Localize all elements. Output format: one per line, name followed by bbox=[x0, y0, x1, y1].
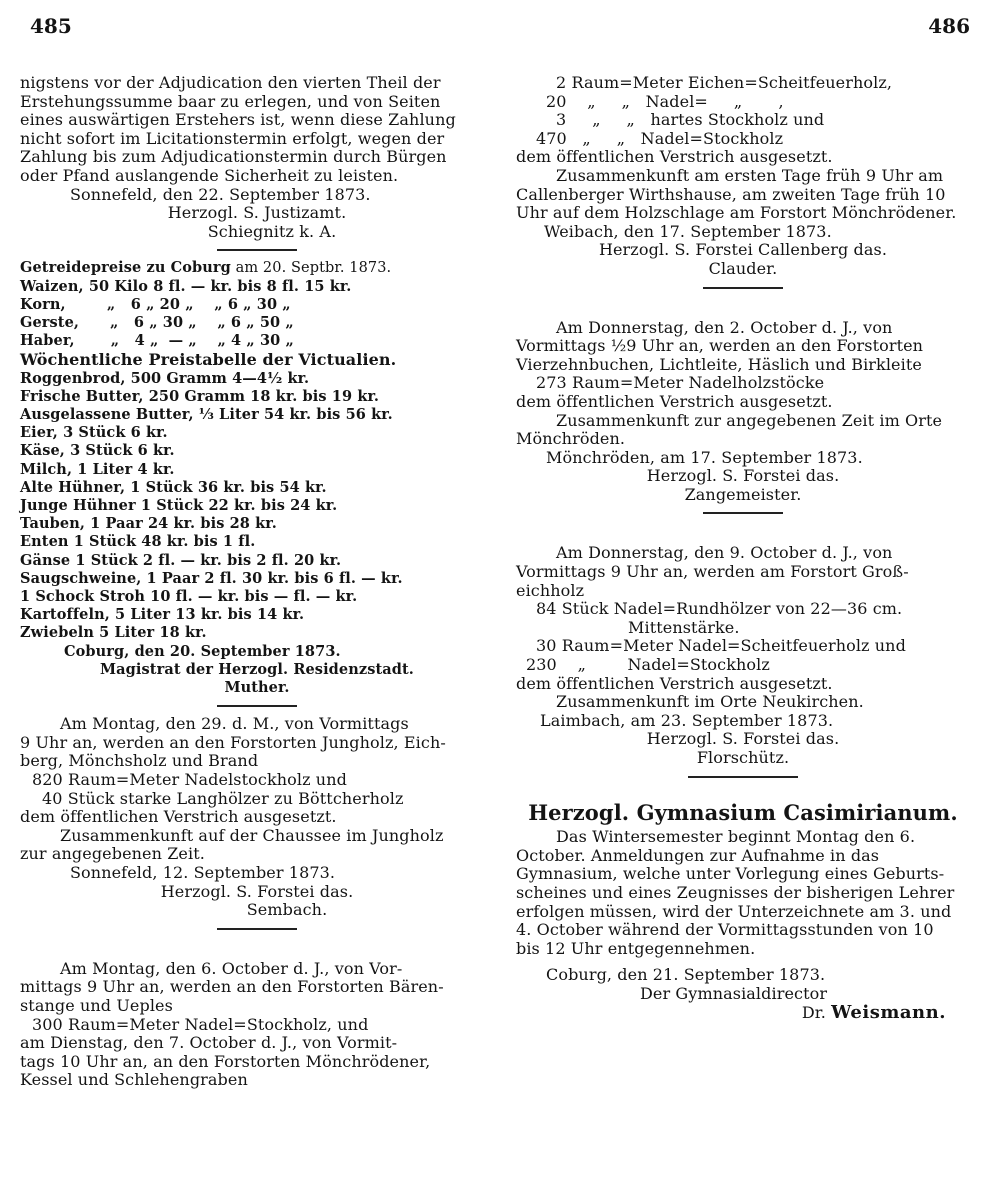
text-line: Das Wintersemester beginnt Montag den 6. bbox=[556, 827, 916, 847]
text-line: Zahlung bis zum Adjudicationstermin durch Bürgen bbox=[20, 147, 447, 167]
text-line: Vormittags ½9 Uhr an, werden an den Forstorten bbox=[516, 336, 924, 356]
victual-row: Roggenbrod, 500 Gramm 4—4½ kr. bbox=[20, 369, 310, 387]
place-date: Sonnefeld, den 22. September 1873. bbox=[70, 184, 371, 204]
text-line: am Dienstag, den 7. October d. J., von Vormit- bbox=[20, 1033, 398, 1053]
continued-notice-right bbox=[516, 148, 970, 222]
victual-row: Zwiebeln 5 Liter 18 kr. bbox=[20, 624, 207, 642]
grain-prices-title: Getreidepreise zu Coburg bbox=[20, 259, 231, 277]
text-line: oder Pfand auslangende Sicherheit zu leisten. bbox=[20, 165, 399, 185]
text-line: Callenberger Wirthshause, am zweiten Tage früh 10 bbox=[516, 184, 946, 204]
divider bbox=[703, 287, 783, 289]
text-line: dem öffentlichen Verstrich ausgesetzt. bbox=[516, 673, 833, 693]
left-column bbox=[20, 74, 494, 1090]
item-line: 30 Raum=Meter Nadel=Scheitfeuerholz und bbox=[536, 636, 906, 656]
text-line: mittags 9 Uhr an, werden an den Forstorten Bären- bbox=[20, 977, 444, 997]
victual-row: Alte Hühner, 1 Stück 36 kr. bis 54 kr. bbox=[20, 478, 327, 496]
gymnasium-heading: Herzogl. Gymnasium Casimirianum. bbox=[528, 799, 958, 825]
text-line: Erstehungssumme baar zu erlegen, und von Seiten bbox=[20, 91, 441, 111]
item-line: 40 Stück starke Langhölzer zu Böttcherholz bbox=[42, 788, 404, 808]
text-line: Uhr auf dem Holzschlage am Forstort Mönchrödener. bbox=[516, 203, 957, 223]
divider bbox=[217, 928, 297, 930]
item-line: 2 Raum=Meter Eichen=Scheitfeuerholz, bbox=[556, 73, 893, 92]
text-line: nicht sofort im Licitationstermin erfolgt, wegen der bbox=[20, 128, 445, 148]
signature: Sembach. bbox=[246, 900, 328, 920]
price-row: Korn, „ 6 „ 20 „ „ 6 „ 30 „ bbox=[20, 295, 291, 313]
text-line: Zusammenkunft auf der Chaussee im Jungholz bbox=[60, 825, 444, 845]
text-line: scheines und eines Zeugnisses der bisherigen Lehrer bbox=[516, 882, 955, 902]
text-line: Vierzehnbuchen, Lichtleite, Häslich und Birkleite bbox=[516, 354, 922, 374]
signature: Clauder. bbox=[708, 258, 778, 278]
divider bbox=[703, 512, 783, 514]
text-line: Am Montag, den 6. October d. J., von Vor- bbox=[60, 958, 403, 978]
item-line: 470 „ „ Nadel=Stockholz bbox=[536, 128, 784, 148]
victual-row: Ausgelassene Butter, ⅓ Liter 54 kr. bis 56 kr. bbox=[20, 405, 393, 423]
signature: Zangemeister. bbox=[684, 484, 802, 504]
issuing-office: Magistrat der Herzogl. Residenzstadt. bbox=[100, 660, 414, 678]
text-line: eines auswärtigen Erstehers ist, wenn diese Zahlung bbox=[20, 110, 456, 130]
place-date: Sonnefeld, 12. September 1873. bbox=[70, 862, 336, 882]
text-line: Gymnasium, welche unter Vorlegung eines Geburts- bbox=[516, 864, 945, 884]
continued-notice bbox=[20, 74, 494, 186]
place-date: Weibach, den 17. September 1873. bbox=[544, 221, 832, 241]
text-line: Am Donnerstag, den 9. October d. J., von bbox=[556, 543, 893, 563]
grain-prices bbox=[20, 259, 494, 697]
item-line: 300 Raum=Meter Nadel=Stockholz, und bbox=[32, 1014, 369, 1034]
forestry-notice-sonnefeld bbox=[20, 715, 494, 864]
price-row: Waizen, 50 Kilo 8 fl. — kr. bis 8 fl. 15 kr. bbox=[20, 277, 352, 295]
place-date: Mönchröden, am 17. September 1873. bbox=[546, 447, 863, 467]
issuing-office: Herzogl. S. Forstei das. bbox=[646, 466, 840, 486]
place-date: Coburg, den 21. September 1873. bbox=[546, 965, 826, 985]
item-line: 20 „ „ Nadel= „ , bbox=[546, 91, 784, 111]
text-line: October. Anmeldungen zur Aufnahme in das bbox=[516, 845, 880, 865]
place-date: Coburg, den 20. September 1873. bbox=[64, 642, 341, 660]
forestry-notice-baerenstange bbox=[20, 960, 494, 1090]
issuing-office: Herzogl. S. Justizamt. bbox=[167, 203, 347, 223]
text-line: tags 10 Uhr an, an den Forstorten Mönchrödener, bbox=[20, 1051, 431, 1071]
issuing-office: Herzogl. S. Forstei das. bbox=[160, 881, 354, 901]
text-line: 9 Uhr an, werden an den Forstorten Jungholz, Eich- bbox=[20, 732, 446, 752]
signature: Florschütz. bbox=[696, 748, 790, 767]
text-line: dem öffentlichen Verstrich ausgesetzt. bbox=[516, 391, 833, 411]
victual-row: Tauben, 1 Paar 24 kr. bis 28 kr. bbox=[20, 515, 277, 533]
place-date: Laimbach, am 23. September 1873. bbox=[540, 710, 834, 730]
divider bbox=[217, 249, 297, 251]
text-line: eichholz bbox=[516, 580, 585, 600]
victual-row: Enten 1 Stück 48 kr. bis 1 fl. bbox=[20, 533, 256, 551]
grain-prices-date: am 20. Septbr. 1873. bbox=[235, 260, 392, 277]
page-number-right: 486 bbox=[928, 14, 970, 38]
divider bbox=[688, 776, 798, 778]
text-line: nigstens vor der Adjudication den vierten Theil der bbox=[20, 73, 441, 92]
victual-row: Frische Butter, 250 Gramm 18 kr. bis 19 kr. bbox=[20, 387, 380, 405]
text-line: Mönchröden. bbox=[516, 429, 626, 449]
signature-prefix: Dr. bbox=[801, 1002, 826, 1022]
issuing-office: Herzogl. S. Forstei Callenberg das. bbox=[598, 240, 888, 260]
item-line: Mittenstärke. bbox=[628, 617, 740, 637]
item-line: 3 „ „ hartes Stockholz und bbox=[556, 110, 825, 130]
text-line: Am Montag, den 29. d. M., von Vormittags bbox=[60, 714, 409, 734]
text-line: Am Donnerstag, den 2. October d. J., von bbox=[556, 317, 893, 337]
page-number-left: 485 bbox=[30, 14, 72, 38]
right-column bbox=[516, 74, 970, 1022]
forestry-notice-grosseichholz bbox=[516, 544, 970, 711]
text-line: 4. October während der Vormittagsstunden von 10 bbox=[516, 920, 934, 940]
text-line: Zusammenkunft im Orte Neukirchen. bbox=[556, 692, 864, 712]
signature: Muther. bbox=[224, 679, 290, 697]
signature: Schiegnitz k. A. bbox=[207, 221, 337, 241]
victual-row: Milch, 1 Liter 4 kr. bbox=[20, 460, 175, 478]
signature bbox=[516, 1001, 970, 1023]
price-row: Haber, „ 4 „ — „ „ 4 „ 30 „ bbox=[20, 332, 294, 350]
text-line: erfolgen müssen, wird der Unterzeichnete am 3. und bbox=[516, 901, 952, 921]
item-line: 84 Stück Nadel=Rundhölzer von 22—36 cm. bbox=[536, 599, 903, 619]
text-line: dem öffentlichen Verstrich ausgesetzt. bbox=[20, 807, 337, 827]
text-line: zur angegebenen Zeit. bbox=[20, 844, 205, 864]
victual-row: Gänse 1 Stück 2 fl. — kr. bis 2 fl. 20 kr. bbox=[20, 551, 342, 569]
text-line: Zusammenkunft am ersten Tage früh 9 Uhr am bbox=[556, 165, 944, 185]
text-line: Zusammenkunft zur angegebenen Zeit im Orte bbox=[556, 410, 943, 430]
item-line: 820 Raum=Meter Nadelstockholz und bbox=[32, 770, 347, 789]
divider bbox=[217, 705, 297, 707]
price-row: Gerste, „ 6 „ 30 „ „ 6 „ 50 „ bbox=[20, 313, 294, 331]
item-line: 230 „ Nadel=Stockholz bbox=[526, 655, 770, 675]
issuing-office: Der Gymnasialdirector bbox=[640, 983, 828, 1003]
victual-row: Saugschweine, 1 Paar 2 fl. 30 kr. bis 6 fl. — kr. bbox=[20, 569, 403, 587]
text-line: bis 12 Uhr entgegennehmen. bbox=[516, 938, 756, 958]
victual-row: Eier, 3 Stück 6 kr. bbox=[20, 424, 168, 442]
forestry-notice-vierzehnbuchen bbox=[516, 319, 970, 449]
signature-name: Weismann. bbox=[831, 1001, 946, 1023]
continued-items bbox=[516, 74, 970, 148]
gymnasium-notice bbox=[516, 828, 970, 958]
text-line: Vormittags 9 Uhr an, werden am Forstort Groß- bbox=[516, 562, 909, 582]
item-line: 273 Raum=Meter Nadelholzstöcke bbox=[536, 373, 825, 393]
victual-row: Junge Hühner 1 Stück 22 kr. bis 24 kr. bbox=[20, 496, 338, 514]
victual-row: Kartoffeln, 5 Liter 13 kr. bis 14 kr. bbox=[20, 606, 305, 624]
victual-row: 1 Schock Stroh 10 fl. — kr. bis — fl. — kr. bbox=[20, 588, 358, 605]
issuing-office: Herzogl. S. Forstei das. bbox=[646, 729, 840, 749]
text-line: dem öffentlichen Verstrich ausgesetzt. bbox=[516, 147, 833, 167]
text-line: stange und Ueples bbox=[20, 995, 173, 1015]
victuals-title: Wöchentliche Preistabelle der Victualien. bbox=[20, 350, 397, 370]
text-line: Kessel und Schlehengraben bbox=[20, 1070, 248, 1090]
victual-row: Käse, 3 Stück 6 kr. bbox=[20, 442, 175, 460]
text-line: berg, Mönchsholz und Brand bbox=[20, 751, 259, 771]
